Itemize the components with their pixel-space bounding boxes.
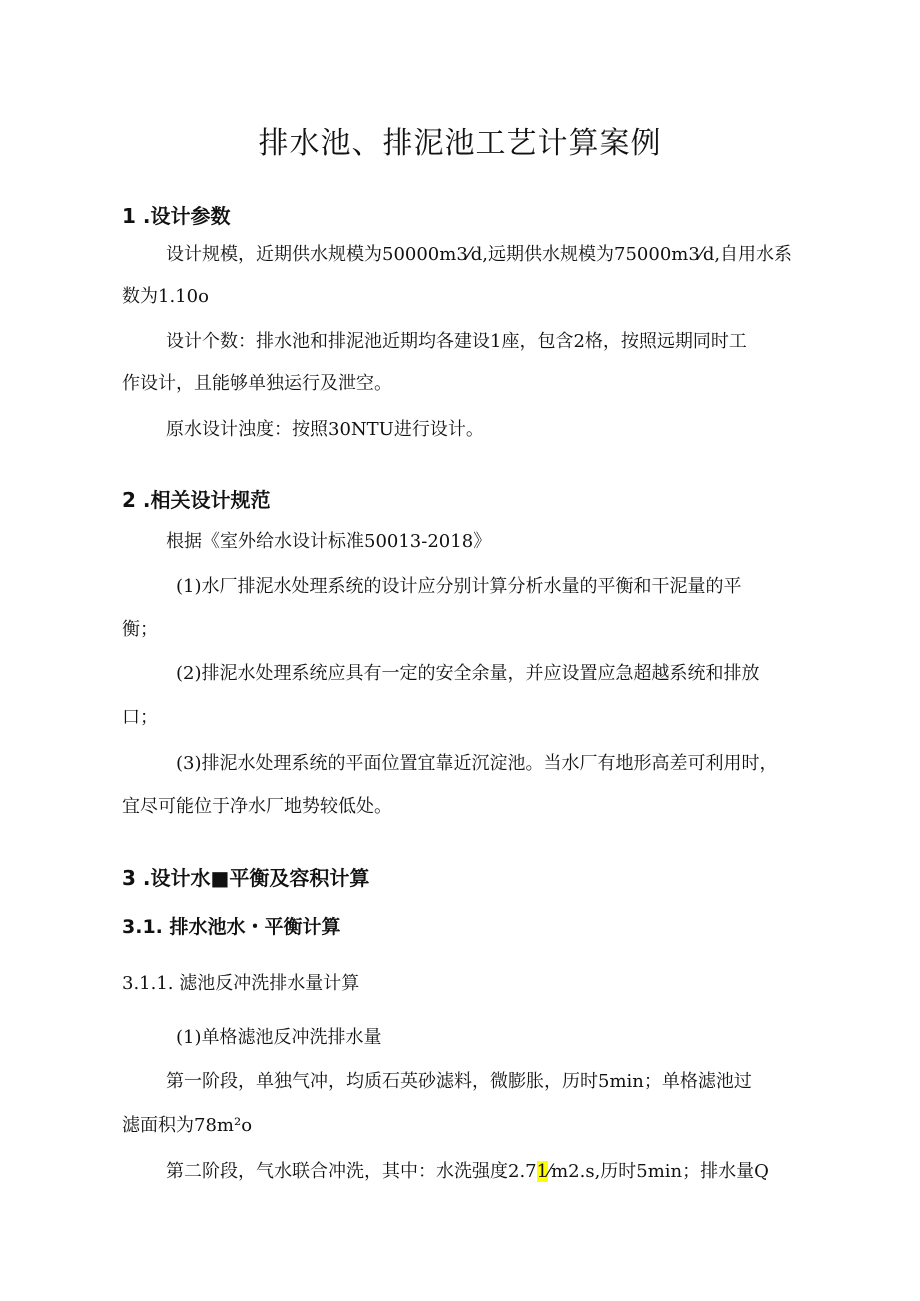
- section-2-heading: 2 .相关设计规范: [122, 488, 271, 512]
- clause-2-line2: 口；: [122, 707, 158, 728]
- item-single-filter-backwash: (1)单格滤池反冲洗排水量: [176, 1027, 382, 1048]
- stage-2-line1: [166, 1160, 769, 1184]
- stage-1-line1: 第一阶段，单独气冲，均质石英砂滤料，微膨胀，历时5min；单格滤池过: [166, 1071, 752, 1092]
- paragraph-raw-water-turbidity: 原水设计浊度：按照30NTU进行设计。: [166, 419, 484, 440]
- section-3-heading: 3 .设计水■平衡及容积计算: [122, 866, 370, 890]
- section-1-heading: 1 .设计参数: [122, 204, 231, 228]
- paragraph-design-scale-line2: 数为1.10o: [122, 286, 209, 307]
- paragraph-design-count-line1: 设计个数：排水池和排泥池近期均各建设1座，包含2格，按照远期同时工: [166, 331, 747, 352]
- paragraph-design-count-line2: 作设计，且能够单独运行及泄空。: [122, 373, 392, 394]
- stage-2-text-pre: 第二阶段，气水联合冲洗，其中：水洗强度2.7: [166, 1161, 537, 1182]
- paragraph-design-scale-line1: 设计规模，近期供水规模为50000m3⁄d,远期供水规模为75000m3⁄d,自用水系: [166, 244, 793, 265]
- clause-1-line1: (1)水厂排泥水处理系统的设计应分别计算分析水量的平衡和干泥量的平: [176, 576, 742, 597]
- highlighted-digit: 1: [536, 1161, 549, 1182]
- clause-3-line1: (3)排泥水处理系统的平面位置宜靠近沉淀池。当水厂有地形高差可利用时，: [176, 753, 778, 774]
- clause-1-line2: 衡；: [122, 619, 158, 640]
- document-title: 排水池、排泥池工艺计算案例: [258, 126, 662, 161]
- subsection-3-1-heading: 3.1. 排水池水・平衡计算: [122, 916, 341, 938]
- stage-2-text-post: ⁄m2.s,历时5min；排水量Q: [548, 1161, 769, 1182]
- stage-1-line2: 滤面积为78m²o: [122, 1115, 253, 1136]
- standard-reference: 根据《室外给水设计标准50013-2018》: [166, 531, 492, 552]
- subsection-3-1-1-heading: 3.1.1. 滤池反冲洗排水量计算: [122, 973, 360, 994]
- clause-2-line1: (2)排泥水处理系统应具有一定的安全余量，并应设置应急超越系统和排放: [176, 663, 760, 684]
- clause-3-line2: 宜尽可能位于净水厂地势较低处。: [122, 796, 392, 817]
